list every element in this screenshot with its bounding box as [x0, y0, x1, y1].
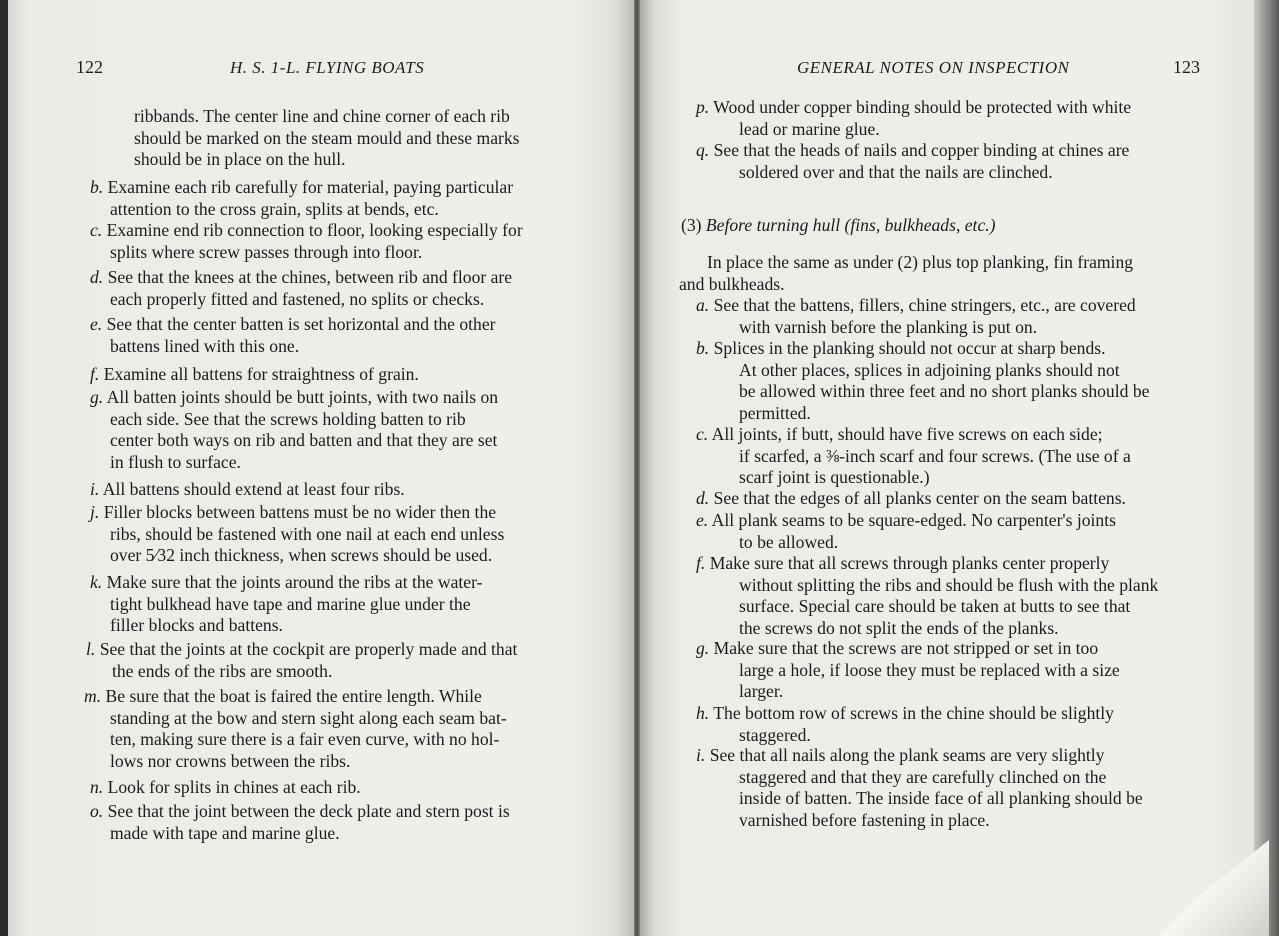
running-head-left: H. S. 1-L. FLYING BOATS — [230, 58, 425, 77]
text-line: Make sure that the screws are not stripped or set in too — [713, 638, 1099, 658]
page-edge-shadow — [1254, 0, 1279, 936]
text-line: without splitting the ribs and should be flush with the plank — [739, 574, 1159, 595]
text-line: In place the same as under (2) plus top planking, fin framing — [707, 252, 1134, 272]
item-marker: a. — [696, 295, 710, 315]
section-number: (3) — [681, 215, 702, 235]
text-line: inside of batten. The inside face of all planking should be — [739, 788, 1143, 808]
item-marker: l. — [86, 639, 96, 659]
text-line: See that the joints at the cockpit are properly made and that — [99, 639, 518, 659]
item-marker: f. — [696, 553, 706, 573]
text-line: attention to the cross grain, splits at bends, etc. — [110, 198, 439, 219]
item-marker: h. — [696, 703, 710, 723]
text-line: standing at the bow and stern sight along each seam bat- — [110, 707, 507, 728]
list-item — [90, 387, 498, 473]
text-line: See that the edges of all planks center on the seam battens. — [713, 488, 1126, 508]
item-marker: c. — [696, 424, 709, 444]
section-heading — [681, 215, 996, 236]
list-item — [90, 220, 523, 263]
text-line: Filler blocks between battens must be no wider then the — [103, 502, 497, 522]
list-item — [696, 295, 1136, 338]
text-line: over 5⁄32 inch thickness, when screws should be used. — [110, 545, 493, 565]
item-marker: p. — [696, 97, 710, 117]
list-item — [90, 314, 496, 357]
text-line: filler blocks and battens. — [110, 615, 283, 635]
text-line: large a hole, if loose they must be replaced with a size — [739, 659, 1120, 680]
text-line: See that the heads of nails and copper binding at chines are — [713, 140, 1130, 160]
text-line: ribbands. The center line and chine corner of each rib — [134, 106, 510, 126]
text-line: Splices in the planking should not occur at sharp bends. — [713, 338, 1106, 358]
text-line: the ends of the ribs are smooth. — [112, 660, 333, 681]
text-line: See that the battens, fillers, chine stringers, etc., are covered — [713, 295, 1136, 315]
text-line: splits where screw passes through into floor. — [110, 241, 423, 262]
list-item — [90, 572, 482, 637]
text-line: should be marked on the steam mould and these marks — [134, 127, 520, 148]
running-head-right: GENERAL NOTES ON INSPECTION — [797, 58, 1070, 77]
intro-paragraph — [679, 252, 1133, 295]
text-line: See that the knees at the chines, between rib and floor are — [107, 267, 513, 287]
text-line: Look for splits in chines at each rib. — [107, 777, 361, 797]
item-marker: k. — [90, 572, 103, 592]
text-line: Wood under copper binding should be protected with white — [713, 97, 1132, 117]
list-item — [696, 745, 1143, 831]
list-item — [696, 553, 1158, 639]
text-line: battens lined with this one. — [110, 335, 300, 356]
text-line: tight bulkhead have tape and marine glue under the — [110, 593, 471, 614]
list-item — [90, 177, 513, 220]
text-line: Make sure that all screws through planks center properly — [709, 553, 1110, 573]
list-item — [90, 777, 361, 799]
text-line: Examine end rib connection to floor, looking especially for — [106, 220, 523, 240]
list-item — [84, 686, 507, 772]
right-page — [640, 0, 1254, 936]
item-marker: j. — [90, 502, 100, 522]
text-line: be allowed within three feet and no short planks should be — [739, 381, 1150, 401]
item-marker: g. — [90, 387, 104, 407]
item-marker: q. — [696, 140, 710, 160]
text-line: and bulkheads. — [679, 273, 785, 294]
text-line: The bottom row of screws in the chine should be slightly — [713, 703, 1114, 723]
text-line: larger. — [739, 681, 784, 701]
text-line: At other places, splices in adjoining planks should not — [739, 359, 1120, 380]
text-line: if scarfed, a ⅜-inch scarf and four screws. (The use of a — [739, 445, 1131, 466]
item-marker: g. — [696, 638, 710, 658]
page-number-right: 123 — [1173, 57, 1200, 77]
text-line: permitted. — [739, 402, 811, 423]
item-marker: m. — [84, 686, 102, 706]
list-item — [90, 267, 512, 310]
text-line: Examine all battens for straightness of grain. — [103, 364, 419, 384]
text-line: staggered and that they are carefully clinched on the — [739, 766, 1107, 787]
text-line: center both ways on rib and batten and that they are set — [110, 430, 498, 450]
list-item — [90, 502, 504, 567]
list-item — [696, 638, 1120, 703]
text-line: All batten joints should be butt joints, with two nails on — [106, 387, 499, 407]
text-line: surface. Special care should be taken at butts to see that — [739, 596, 1131, 616]
text-line: Be sure that the boat is faired the entire length. While — [105, 686, 482, 706]
text-line: All plank seams to be square-edged. No carpenter's joints — [711, 510, 1116, 530]
text-line: each properly fitted and fastened, no splits or checks. — [110, 288, 485, 309]
list-item — [696, 338, 1149, 424]
item-marker: e. — [90, 314, 103, 334]
text-line: ten, making sure there is a fair even curve, with no hol- — [110, 729, 500, 749]
item-marker: i. — [90, 479, 100, 499]
text-line: soldered over and that the nails are clinched. — [739, 161, 1053, 182]
list-item — [696, 488, 1126, 510]
text-line: All joints, if butt, should have five screws on each side; — [711, 424, 1103, 444]
text-line: ribs, should be fastened with one nail at each end unless — [110, 523, 505, 544]
item-marker: f. — [90, 364, 100, 384]
item-marker: d. — [90, 267, 104, 287]
list-item — [90, 801, 510, 844]
list-item — [90, 479, 405, 501]
section-title: Before turning hull (fins, bulkheads, etc.) — [705, 215, 996, 235]
text-line: See that the center batten is set horizontal and the other — [106, 314, 496, 334]
item-marker: e. — [696, 510, 709, 530]
item-marker: b. — [90, 177, 104, 197]
list-item — [696, 510, 1116, 553]
list-item — [90, 364, 419, 386]
text-line: lows nor crowns between the ribs. — [110, 750, 351, 771]
list-item — [696, 140, 1129, 183]
left-page — [8, 0, 634, 936]
page-number-left: 122 — [76, 57, 103, 77]
item-marker: b. — [696, 338, 710, 358]
text-line: All battens should extend at least four ribs. — [102, 479, 405, 499]
text-line: the screws do not split the ends of the planks. — [739, 617, 1059, 638]
text-line: lead or marine glue. — [739, 118, 880, 139]
item-marker: d. — [696, 488, 710, 508]
list-item — [86, 639, 517, 682]
text-line: See that all nails along the plank seams are very slightly — [709, 745, 1105, 765]
text-line: scarf joint is questionable.) — [739, 467, 930, 487]
item-marker: c. — [90, 220, 103, 240]
text-line: staggered. — [739, 724, 811, 745]
list-item — [696, 703, 1114, 746]
text-line: in flush to surface. — [110, 451, 241, 472]
item-marker: i. — [696, 745, 706, 765]
text-line: Make sure that the joints around the ribs at the water- — [106, 572, 483, 592]
item-marker: n. — [90, 777, 104, 797]
text-line: made with tape and marine glue. — [110, 822, 340, 843]
list-item — [696, 97, 1131, 140]
text-line: to be allowed. — [739, 531, 839, 552]
text-line: varnished before fastening in place. — [739, 809, 990, 830]
text-line: See that the joint between the deck plate and stern post is — [107, 801, 510, 821]
text-line: with varnish before the planking is put on. — [739, 316, 1038, 337]
text-line: Examine each rib carefully for material, paying particular — [107, 177, 514, 197]
text-line: should be in place on the hull. — [134, 149, 346, 169]
list-item — [696, 424, 1131, 489]
text-line: each side. See that the screws holding batten to rib — [110, 408, 466, 429]
item-marker: o. — [90, 801, 104, 821]
list-item — [134, 106, 520, 171]
